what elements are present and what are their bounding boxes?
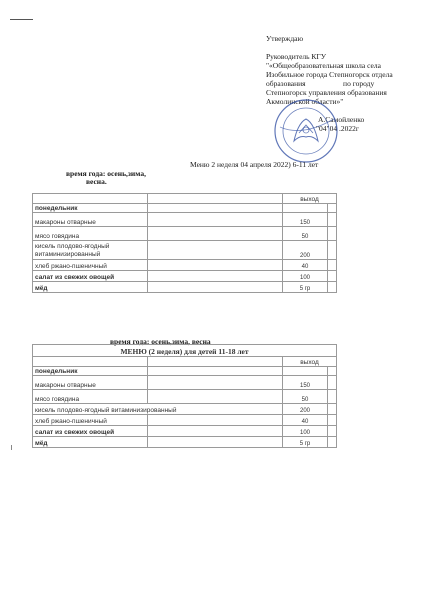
dish-amount: 40 xyxy=(283,415,328,426)
approval-line: Степногорск управления образования xyxy=(266,88,387,97)
output-column-header: выход xyxy=(283,194,337,204)
menu-table-11-18 xyxy=(32,344,337,448)
table-row xyxy=(33,415,337,426)
dish-name: макароны отварные xyxy=(33,213,148,227)
table-row xyxy=(33,282,337,293)
dish-amount: 100 xyxy=(283,426,328,437)
approval-line: образования по городу xyxy=(266,79,375,88)
dish-amount: 5 гр xyxy=(283,437,328,448)
season-label-line: весна. xyxy=(86,177,107,186)
table-header-blank xyxy=(148,194,283,204)
season-label-2: время года: осень,зима, весна xyxy=(110,337,211,346)
dish-name: хлеб ржано-пшеничный xyxy=(33,415,148,426)
dish-amount: 100 xyxy=(283,271,328,282)
dish-amount: 150 xyxy=(283,376,328,390)
table-row xyxy=(33,227,337,241)
table-row xyxy=(33,260,337,271)
approval-line xyxy=(266,43,393,52)
output-column-header: выход xyxy=(283,357,337,367)
dish-amount: 200 xyxy=(283,404,328,415)
dish-name: мясо говядина xyxy=(33,227,148,241)
season-label xyxy=(66,170,146,186)
approval-signature-name: А.Самойленко xyxy=(318,115,365,124)
dish-name: макароны отварные xyxy=(33,376,148,390)
approval-line: Утверждаю xyxy=(266,34,304,43)
dish-amount: 50 xyxy=(283,227,328,241)
table-row xyxy=(33,404,337,415)
official-stamp-seal xyxy=(272,97,340,165)
table-row xyxy=(33,390,337,404)
table-row xyxy=(33,376,337,390)
table-header-blank xyxy=(33,194,148,204)
approval-line: Акмолинской области»" xyxy=(266,97,344,106)
approval-line: Изобильное города Степногорск отдела xyxy=(266,70,393,79)
dish-amount: 40 xyxy=(283,260,328,271)
dish-name: мёд xyxy=(33,282,148,293)
table-row xyxy=(33,241,337,260)
dish-amount: 5 гр xyxy=(283,282,328,293)
day-label: понедельник xyxy=(33,367,148,376)
dish-name: мёд xyxy=(33,437,148,448)
dish-name: кисель плодово-ягодный витаминизированный xyxy=(33,404,283,415)
table-row xyxy=(33,213,337,227)
approval-line: Руководитель КГУ xyxy=(266,52,327,61)
dish-name: салат из свежих овощей xyxy=(33,426,148,437)
dish-amount: 200 xyxy=(283,241,328,260)
table-row xyxy=(33,426,337,437)
table-caption: МЕНЮ (2 неделя) для детей 11-18 лет xyxy=(33,345,337,357)
margin-mark xyxy=(11,445,12,450)
dish-amount: 50 xyxy=(283,390,328,404)
dish-name: кисель плодово-ягодный витаминизированный xyxy=(33,241,148,260)
season-label-line: время года: осень,зима, xyxy=(66,169,146,178)
table-row xyxy=(33,437,337,448)
day-label: понедельник xyxy=(33,204,148,213)
dish-name: салат из свежих овощей xyxy=(33,271,148,282)
dish-name: хлеб ржано-пшеничный xyxy=(33,260,148,271)
menu-table-6-11 xyxy=(32,193,337,293)
approval-date: "04"04 .2022г xyxy=(316,124,359,133)
table-row xyxy=(33,271,337,282)
dish-name: мясо говядина xyxy=(33,390,148,404)
top-mark-line xyxy=(10,19,33,20)
menu-title: Меню 2 неделя 04 апреля 2022) 6-11 лет xyxy=(190,160,319,169)
approval-line: "«Общеобразовательная школа села xyxy=(266,61,381,70)
dish-amount: 150 xyxy=(283,213,328,227)
